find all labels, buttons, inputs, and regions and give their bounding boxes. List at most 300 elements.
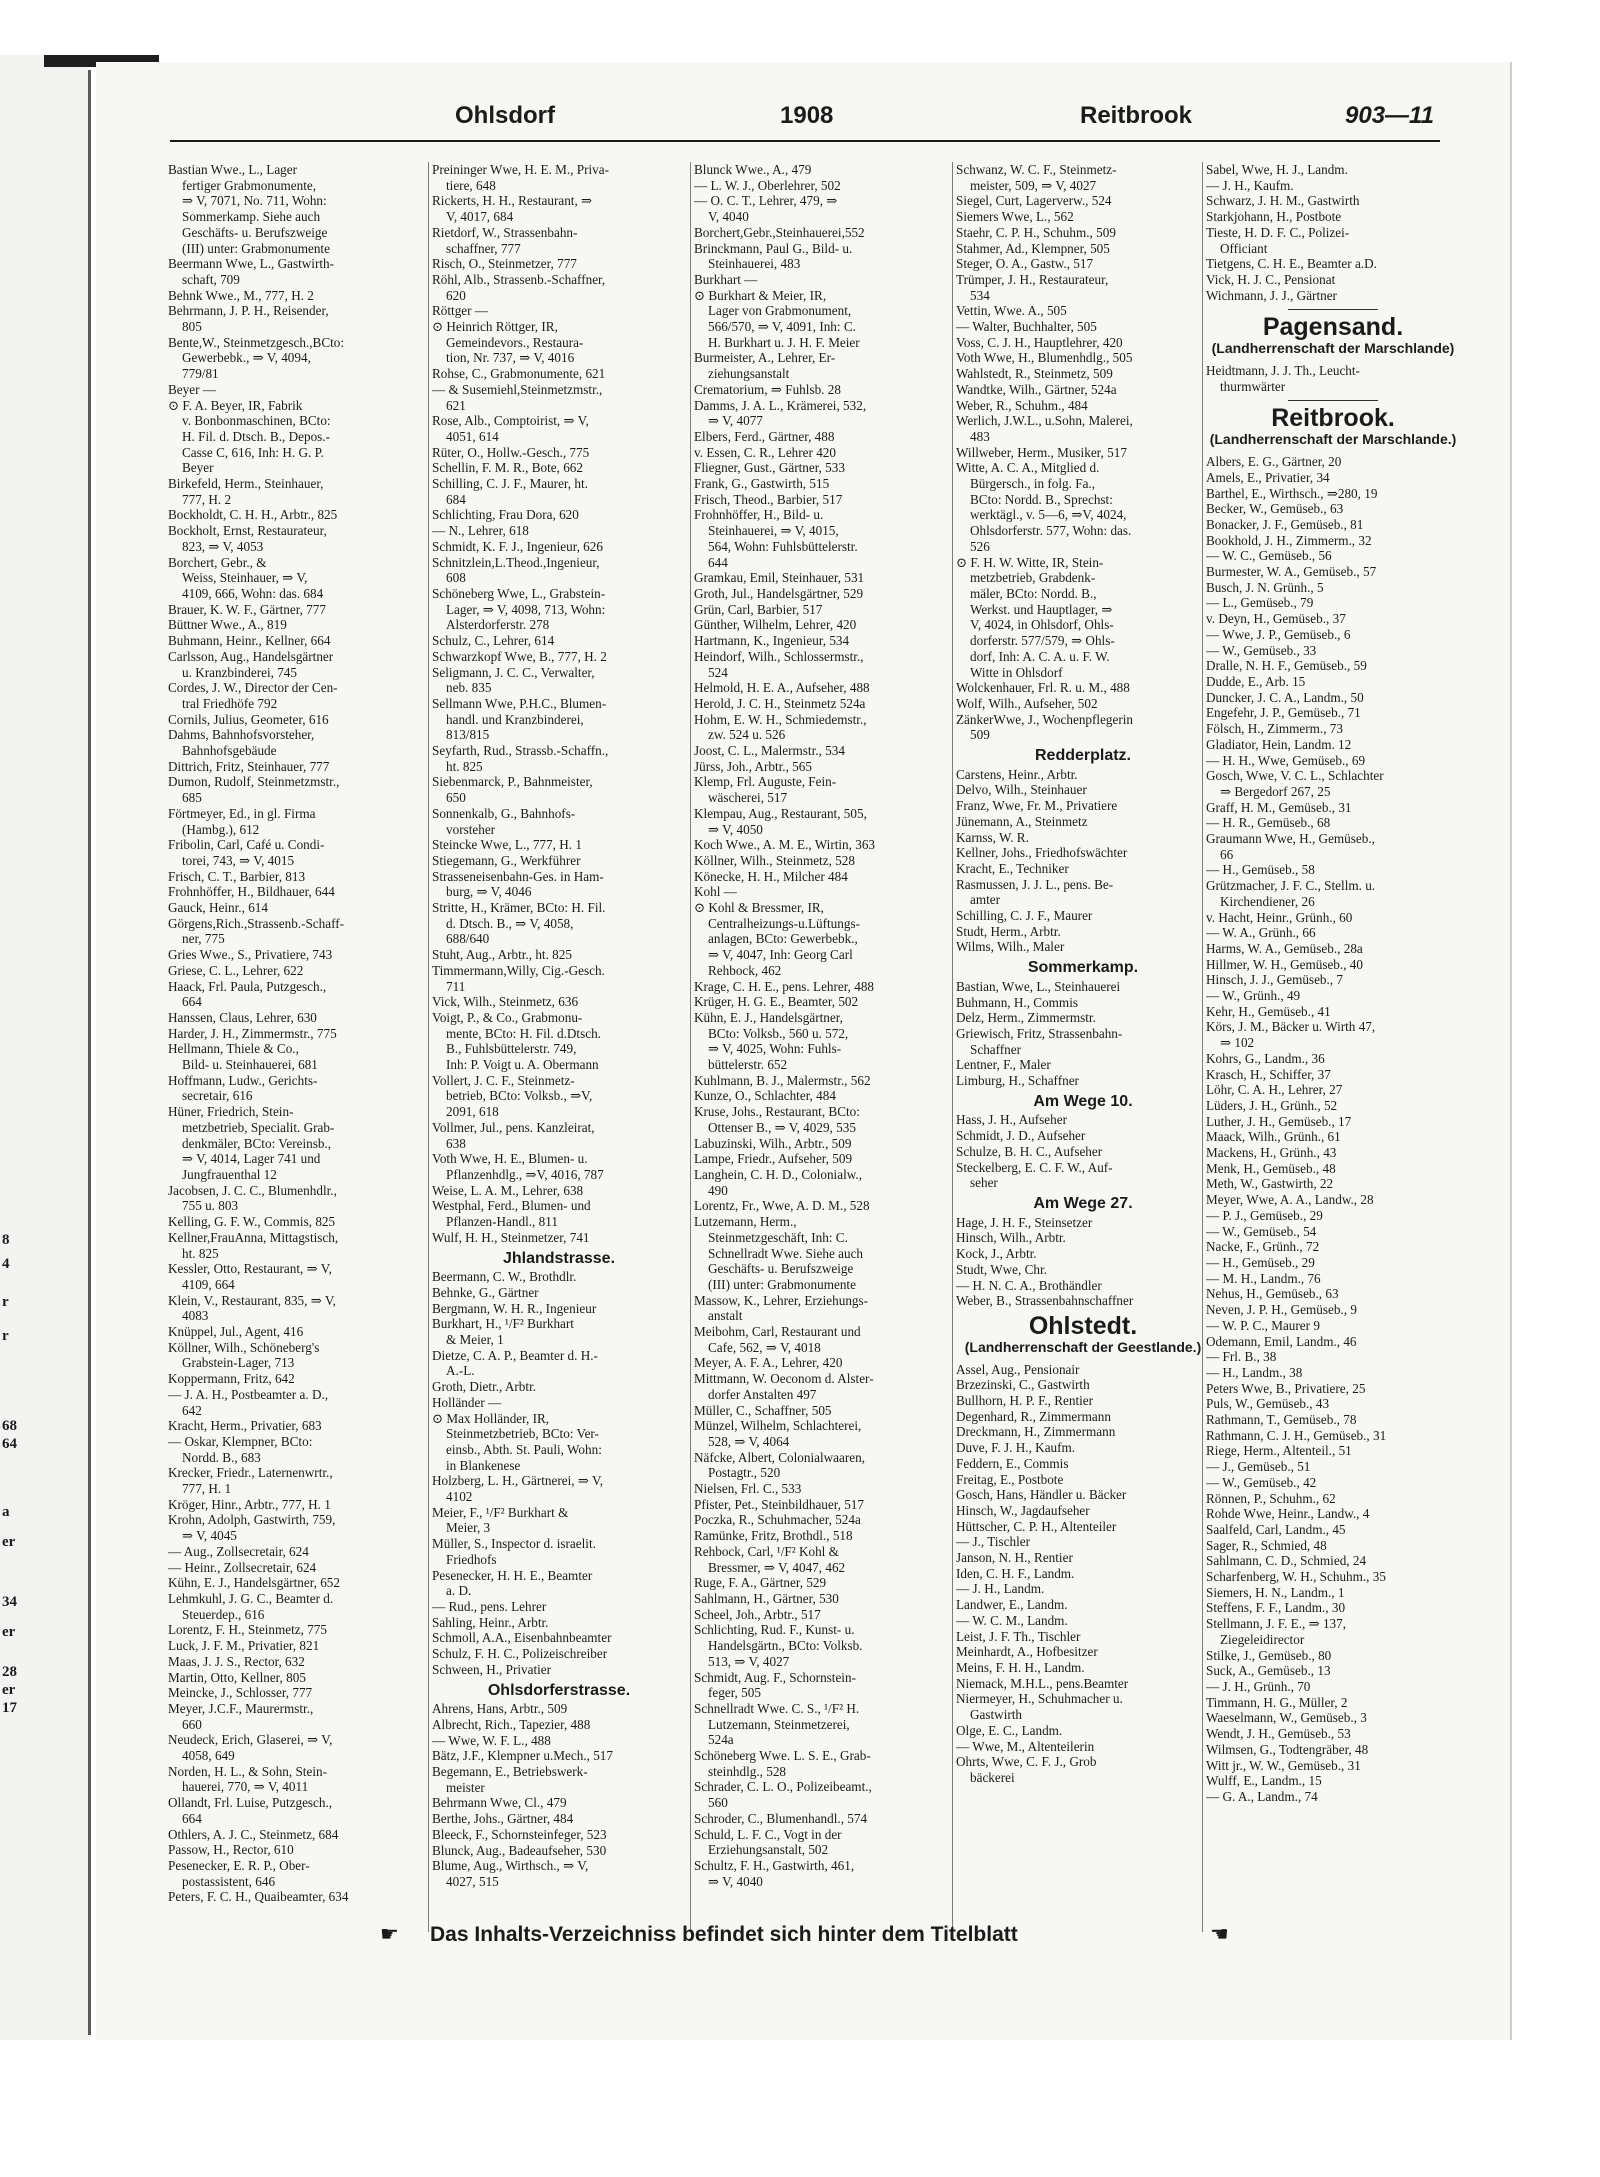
scan-binding-rule: [88, 70, 91, 2035]
directory-entry: Lorentz, Fr., Wwe, A. D. M., 528: [694, 1198, 870, 1214]
directory-entry: Delz, Herm., Zimmermstr.: [956, 1010, 1096, 1026]
margin-fragment: 8: [2, 1232, 10, 1248]
directory-entry: Nacke, F., Grünh., 72: [1206, 1239, 1320, 1255]
entry-continuation: tion, Nr. 737, ⇒ V, 4016: [446, 350, 575, 366]
directory-entry: Blunck Wwe., A., 479: [694, 162, 812, 177]
entry-continuation: metzbetrieb, Specialit. Grab-: [182, 1119, 335, 1135]
directory-entry: Harms, W. A., Gemüseb., 28a: [1206, 940, 1363, 956]
directory-entry: Müller, C., Schaffner, 505: [694, 1402, 832, 1418]
directory-entry: Schmidt, Aug. F., Schornstein-: [694, 1669, 856, 1685]
directory-entry: — H., Gemüseb., 58: [1206, 862, 1315, 878]
directory-entry: Gosch, Hans, Händler u. Bäcker: [956, 1487, 1127, 1503]
directory-entry: Groth, Dietr., Arbtr.: [432, 1379, 537, 1395]
directory-entry: Wolckenhauer, Frl. R. u. M., 488: [956, 680, 1130, 696]
entry-continuation: amter: [970, 892, 1001, 908]
entry-continuation: 4058, 649: [182, 1748, 235, 1764]
entry-continuation: 664: [182, 1810, 202, 1826]
directory-entry: Meins, F. H. H., Landm.: [956, 1659, 1085, 1675]
directory-entry: Kracht, E., Techniker: [956, 860, 1069, 876]
margin-fragment: 68: [2, 1418, 17, 1434]
directory-entry: Könecke, H. H., Milcher 484: [694, 868, 848, 884]
directory-entry: Holzberg, L. H., Gärtnerei, ⇒ V,: [432, 1473, 604, 1489]
directory-entry: Studt, Wwe, Chr.: [956, 1261, 1047, 1277]
directory-entry: ⊙ Max Holländer, IR,: [432, 1410, 550, 1426]
directory-entry: Gries Wwe., S., Privatiere, 743: [168, 947, 333, 963]
directory-entry: — L. W. J., Oberlehrer, 502: [694, 177, 841, 193]
directory-entry: Gauck, Heinr., 614: [168, 900, 268, 916]
directory-entry: v. Deyn, H., Gemüseb., 37: [1206, 611, 1346, 627]
directory-entry: Massow, K., Lehrer, Erziehungs-: [694, 1292, 869, 1308]
directory-entry: Steger, O. A., Gastw., 517: [956, 256, 1094, 272]
directory-entry: Krasch, H., Schiffer, 37: [1206, 1066, 1331, 1082]
directory-entry: Groth, Jul., Handelsgärtner, 529: [694, 585, 864, 601]
directory-entry: — W., Grünh., 49: [1206, 988, 1301, 1004]
directory-entry: Kruse, Johs., Restaurant, BCto:: [694, 1104, 860, 1120]
directory-entry: Vick, H. J. C., Pensionat: [1206, 271, 1336, 287]
directory-entry: Meth, W., Gastwirth, 22: [1206, 1176, 1334, 1192]
directory-entry: Odemann, Emil, Landm., 46: [1206, 1333, 1357, 1349]
entry-continuation: Postagtr., 520: [708, 1465, 781, 1481]
directory-entry: Rose, Alb., Comptoirist, ⇒ V,: [432, 413, 589, 429]
header-left-locality: Ohlsdorf: [455, 102, 555, 129]
entry-continuation: 711: [446, 978, 466, 994]
entry-continuation: seher: [970, 1175, 998, 1191]
directory-entry: Ahrens, Hans, Arbtr., 509: [432, 1701, 568, 1717]
directory-entry: Peters Wwe, B., Privatiere, 25: [1206, 1380, 1366, 1396]
directory-entry: — L., Gemüseb., 79: [1206, 595, 1314, 611]
entry-continuation: Lutzemann, Steinmetzerei,: [708, 1716, 850, 1732]
entry-continuation: Handelsgärtn., BCto: Volksb.: [708, 1638, 863, 1654]
entry-continuation: 650: [446, 790, 466, 806]
directory-entry: Borchert, Gebr., &: [168, 554, 267, 570]
directory-entry: — N., Lehrer, 618: [432, 523, 529, 539]
column-divider: [952, 162, 953, 1932]
directory-entry: Preininger Wwe, H. E. M., Priva-: [432, 162, 610, 177]
directory-entry: Albrecht, Rich., Tapezier, 488: [432, 1716, 591, 1732]
directory-entry: Heindorf, Wilh., Schlossermstr.,: [694, 648, 864, 664]
entry-continuation: 2091, 618: [446, 1104, 499, 1120]
directory-entry: Kühn, E. J., Handelsgärtner,: [694, 1009, 843, 1025]
entry-continuation: 644: [708, 554, 728, 570]
entry-continuation: 509: [970, 727, 990, 743]
entry-continuation: Sommerkamp. Siehe auch: [182, 209, 321, 225]
entry-continuation: schaffner, 777: [446, 240, 521, 256]
directory-entry: Ramünke, Fritz, Brothdl., 518: [694, 1528, 853, 1544]
directory-entry: Graumann Wwe, H., Gemüseb.,: [1206, 831, 1375, 847]
directory-entry: v. Essen, C. R., Lehrer 420: [694, 444, 836, 460]
directory-entry: Poczka, R., Schuhmacher, 524a: [694, 1512, 861, 1528]
directory-entry: Siegel, Curt, Lagerverw., 524: [956, 193, 1112, 209]
directory-entry: Janson, N. H., Rentier: [956, 1550, 1073, 1566]
directory-entry: Stritte, H., Krämer, BCto: H. Fil.: [432, 900, 606, 916]
directory-entry: Burmeister, A., Lehrer, Er-: [694, 350, 836, 366]
directory-entry: Behnk Wwe., M., 777, H. 2: [168, 287, 314, 303]
entry-continuation: mäler, BCto: Nordd. B.,: [970, 585, 1097, 601]
entry-continuation: Bressmer, ⇒ V, 4047, 462: [708, 1559, 846, 1575]
entry-continuation: 524a: [708, 1732, 734, 1748]
directory-entry: Meinhardt, A., Hofbesitzer: [956, 1644, 1098, 1660]
entry-continuation: 620: [446, 287, 466, 303]
directory-entry: Röhl, Alb., Strassenb.-Schaffner,: [432, 271, 606, 287]
directory-entry: Schulz, C., Lehrer, 614: [432, 633, 555, 649]
directory-entry: Dreckmann, H., Zimmermann: [956, 1424, 1116, 1440]
directory-entry: — H., Gemüseb., 29: [1206, 1255, 1315, 1270]
directory-entry: ZänkerWwe, J., Wochenpflegerin: [956, 711, 1134, 727]
directory-entry: Brzezinski, C., Gastwirth: [956, 1377, 1090, 1393]
entry-continuation: ⇒ V, 4047, Inh: Georg Carl: [708, 947, 853, 963]
directory-entry: Cordes, J. W., Director der Cen-: [168, 680, 338, 696]
directory-entry: Beermann Wwe, L., Gastwirth-: [168, 256, 335, 272]
entry-continuation: Witte in Ohlsdorf: [970, 664, 1063, 680]
margin-fragment: r: [2, 1294, 9, 1310]
directory-entry: Puls, W., Gemüseb., 43: [1206, 1396, 1330, 1412]
directory-entry: Pfister, Pet., Steinbildhauer, 517: [694, 1496, 864, 1512]
directory-entry: Harder, J. H., Zimmermstr., 775: [168, 1025, 337, 1041]
entry-continuation: Bahnhofsgebäude: [182, 743, 277, 759]
entry-continuation: Nordd. B., 683: [182, 1449, 261, 1465]
directory-entry: Riege, Herm., Altenteil., 51: [1206, 1443, 1352, 1459]
entry-continuation: V, 4024, in Ohlsdorf, Ohls-: [970, 617, 1114, 633]
directory-entry: Bergmann, W. H. R., Ingenieur: [432, 1300, 597, 1316]
directory-entry: Luther, J. H., Gemüseb., 17: [1206, 1113, 1352, 1129]
directory-entry: Schwarzkopf Wwe, B., 777, H. 2: [432, 648, 607, 664]
directory-entry: Bastian, Wwe, L., Steinhauerei: [956, 978, 1121, 994]
margin-fragment: er: [2, 1682, 16, 1698]
directory-entry: Krage, C. H. E., pens. Lehrer, 488: [694, 978, 875, 994]
entry-continuation: 805: [182, 319, 202, 335]
directory-entry: Tietgens, C. H. E., Beamter a.D.: [1206, 256, 1377, 272]
locality-subtitle: (Landherrenschaft der Marschlande.): [1209, 431, 1457, 448]
directory-entry: Wolf, Wilh., Aufseher, 502: [956, 695, 1098, 711]
directory-entry: Rickerts, H. H., Restaurant, ⇒: [432, 193, 593, 209]
directory-entry: Hinsch, Wilh., Arbtr.: [956, 1230, 1066, 1246]
directory-entry: Jürss, Joh., Arbtr., 565: [694, 758, 812, 774]
directory-entry: Studt, Herm., Arbtr.: [956, 923, 1061, 939]
directory-entry: Meyer, A. F. A., Lehrer, 420: [694, 1355, 843, 1371]
directory-entry: Brauer, K. W. F., Gärtner, 777: [168, 601, 326, 617]
entry-continuation: 4027, 515: [446, 1873, 499, 1889]
directory-entry: Hohm, E. W. H., Schmiedemstr.,: [694, 711, 867, 727]
entry-continuation: bäckerei: [970, 1769, 1015, 1785]
directory-entry: — J., Gemüseb., 51: [1206, 1459, 1311, 1475]
directory-entry: Sahlmann, H., Gärtner, 530: [694, 1590, 839, 1606]
directory-entry: Werlich, J.W.L., u.Sohn, Malerei,: [956, 413, 1133, 429]
entry-continuation: handl. und Kranzbinderei,: [446, 711, 584, 727]
entry-continuation: 621: [446, 397, 466, 413]
directory-entry: Wendt, J. H., Gemüseb., 53: [1206, 1726, 1351, 1742]
directory-entry: Schlichting, Frau Dora, 620: [432, 507, 579, 523]
directory-entry: Rietdorf, W., Strassenbahn-: [432, 224, 578, 240]
directory-entry: Behnke, G., Gärtner: [432, 1284, 539, 1300]
directory-entry: — J., Tischler: [956, 1534, 1031, 1550]
directory-entry: Neven, J. P. H., Gemüseb., 9: [1206, 1302, 1357, 1318]
directory-entry: Schlichting, Rud. F., Kunst- u.: [694, 1622, 855, 1638]
directory-entry: — J. A. H., Postbeamter a. D.,: [168, 1386, 329, 1402]
directory-entry: Delvo, Wilh., Steinhauer: [956, 782, 1087, 798]
entry-continuation: & Meier, 1: [446, 1332, 504, 1348]
directory-column-3: [694, 162, 948, 1889]
entry-continuation: feger, 505: [708, 1685, 761, 1701]
directory-entry: Kühn, E. J., Handelsgärtner, 652: [168, 1575, 340, 1591]
directory-entry: Hoffmann, Ludw., Gerichts-: [168, 1072, 318, 1088]
scan-left-margin: [0, 55, 90, 2040]
directory-entry: Voth Wwe, H., Blumenhdlg., 505: [956, 350, 1133, 366]
directory-entry: Seyfarth, Rud., Strassb.-Schaffn.,: [432, 743, 609, 759]
directory-entry: Siemers, H. N., Landm., 1: [1206, 1584, 1345, 1600]
directory-entry: Stilke, J., Gemüseb., 80: [1206, 1647, 1332, 1663]
directory-entry: — W., Gemüseb., 54: [1206, 1223, 1317, 1239]
directory-entry: Burkhart, H., ¹/F² Burkhart: [432, 1316, 574, 1332]
directory-entry: Meier, F., ¹/F² Burkhart &: [432, 1504, 569, 1520]
entry-continuation: 526: [970, 538, 990, 554]
entry-continuation: 564, Wohn: Fuhlsbüttelerstr.: [708, 538, 858, 554]
entry-continuation: thurmwärter: [1220, 378, 1286, 394]
directory-entry: Fribolin, Carl, Café u. Condi-: [168, 837, 325, 853]
entry-continuation: postassistent, 646: [182, 1873, 276, 1889]
directory-entry: Iden, C. H. F., Landm.: [956, 1565, 1075, 1581]
directory-entry: Nehus, H., Gemüseb., 63: [1206, 1286, 1339, 1302]
directory-entry: Rathmann, C. J. H., Gemüseb., 31: [1206, 1427, 1387, 1443]
directory-entry: Lehmkuhl, J. G. C., Beamter d.: [168, 1590, 334, 1606]
directory-entry: Behrmann Wwe, Cl., 479: [432, 1795, 567, 1811]
directory-entry: Buhmann, Heinr., Kellner, 664: [168, 633, 331, 649]
directory-entry: — W. C. M., Landm.: [956, 1612, 1068, 1628]
directory-entry: Rohde Wwe, Heinr., Landw., 4: [1206, 1506, 1370, 1522]
directory-entry: Rehbock, Carl, ¹/F² Kohl &: [694, 1543, 839, 1559]
entry-continuation: B., Fuhlsbüttelerstr. 749,: [446, 1041, 577, 1057]
directory-entry: Rasmussen, J. J. L., pens. Be-: [956, 876, 1114, 892]
entry-continuation: 4109, 664: [182, 1276, 235, 1292]
directory-entry: — Wwe, M., Altenteilerin: [956, 1738, 1095, 1754]
directory-entry: Hüner, Friedrich, Stein-: [168, 1104, 294, 1120]
directory-entry: Bleeck, F., Schornsteinfeger, 523: [432, 1826, 607, 1842]
entry-continuation: werktägl., v. 5—6, ⇒V, 4024,: [970, 507, 1127, 523]
entry-continuation: v. Bonbonmaschinen, BCto:: [182, 413, 331, 429]
directory-entry: Gladiator, Hein, Landm. 12: [1206, 736, 1352, 752]
directory-entry: Gramkau, Emil, Steinhauer, 531: [694, 570, 865, 586]
directory-entry: Olge, E. C., Landm.: [956, 1722, 1063, 1738]
directory-entry: v. Hacht, Heinr., Grünh., 60: [1206, 909, 1353, 925]
directory-entry: Ollandt, Frl. Luise, Putzgesch.,: [168, 1795, 333, 1811]
locality-title: Ohlstedt.: [1028, 1311, 1138, 1340]
directory-entry: Hillmer, W. H., Gemüseb., 40: [1206, 956, 1363, 972]
directory-entry: Beermann, C. W., Brothdlr.: [432, 1269, 577, 1285]
entry-continuation: BCto: Nordd. B., Sprechst:: [970, 491, 1113, 507]
entry-continuation: Gewerbebk., ⇒ V, 4094,: [182, 350, 311, 366]
directory-entry: Kock, J., Arbtr.: [956, 1246, 1037, 1262]
entry-continuation: Schnellradt Wwe. Siehe auch: [708, 1245, 864, 1261]
margin-fragment: 34: [2, 1594, 17, 1610]
margin-fragment: r: [2, 1328, 9, 1344]
entry-continuation: Erziehungsanstalt, 502: [708, 1842, 829, 1858]
directory-entry: Peters, F. C. H., Quaibeamter, 634: [168, 1889, 349, 1905]
directory-entry: Helmold, H. E. A., Aufseher, 488: [694, 680, 870, 696]
entry-continuation: secretair, 616: [182, 1088, 253, 1104]
directory-entry: Hass, J. H., Aufseher: [956, 1112, 1067, 1128]
directory-entry: Becker, W., Gemüseb., 63: [1206, 501, 1344, 517]
directory-entry: Hellmann, Thiele & Co.,: [168, 1041, 299, 1057]
directory-entry: Steincke Wwe, L., 777, H. 1: [432, 837, 582, 853]
directory-entry: Röttger —: [432, 303, 489, 319]
directory-entry: Blume, Aug., Wirthsch., ⇒ V,: [432, 1858, 589, 1874]
directory-entry: Lampe, Friedr., Aufseher, 509: [694, 1151, 853, 1167]
directory-entry: Grützmacher, J. F. C., Stellm. u.: [1206, 878, 1376, 894]
directory-entry: Schmidt, J. D., Aufseher: [956, 1128, 1086, 1144]
directory-entry: Timmann, H. G., Müller, 2: [1206, 1694, 1348, 1710]
directory-entry: Löhr, C. A. H., Lehrer, 27: [1206, 1082, 1343, 1098]
directory-entry: Carstens, Heinr., Arbtr.: [956, 766, 1078, 782]
entry-continuation: 685: [182, 790, 202, 806]
directory-column-5: [1206, 162, 1460, 1805]
locality-subtitle: (Landherrenschaft der Geestlande.): [964, 1338, 1202, 1355]
directory-entry: Assel, Aug., Pensionair: [956, 1361, 1080, 1377]
directory-entry: Kohrs, G., Landm., 36: [1206, 1050, 1325, 1066]
entry-continuation: Meier, 3: [446, 1520, 491, 1536]
directory-entry: — Wwe, W. F. L., 488: [432, 1732, 551, 1748]
entry-continuation: 777, H. 1: [182, 1481, 232, 1497]
entry-continuation: mente, BCto: H. Fil. d.Dtsch.: [446, 1025, 601, 1041]
directory-entry: Niermeyer, H., Schuhmacher u.: [956, 1691, 1123, 1707]
directory-entry: Kracht, Herm., Privatier, 683: [168, 1418, 322, 1434]
entry-continuation: torei, 743, ⇒ V, 4015: [182, 852, 295, 868]
entry-continuation: H. Burkhart u. J. H. F. Meier: [708, 334, 860, 350]
locality-subtitle: (Landherrenschaft der Marschlande): [1211, 340, 1455, 357]
directory-entry: Engefehr, J. P., Gemüseb., 71: [1206, 705, 1361, 721]
directory-entry: Staehr, C. P. H., Schuhm., 509: [956, 224, 1116, 240]
directory-entry: Sabel, Wwe, H. J., Landm.: [1206, 162, 1348, 177]
entry-continuation: Ohlsdorferstr. 577, Wohn: das.: [970, 523, 1132, 539]
directory-entry: Schulze, B. H. C., Aufseher: [956, 1143, 1103, 1159]
directory-entry: Willweber, Herm., Musiker, 517: [956, 444, 1127, 460]
entry-continuation: 777, H. 2: [182, 491, 232, 507]
section-separator: [1288, 400, 1378, 401]
directory-entry: Burkhart —: [694, 271, 758, 287]
directory-entry: Limburg, H., Schaffner: [956, 1073, 1079, 1089]
locality-title: Pagensand.: [1262, 313, 1404, 342]
directory-entry: Köllner, Wilh., Schöneberg's: [168, 1339, 320, 1355]
entry-continuation: Kirchendiener, 26: [1220, 893, 1315, 909]
margin-fragment: a: [2, 1504, 10, 1520]
directory-entry: Bätz, J.F., Klempner u.Mech., 517: [432, 1748, 613, 1764]
directory-entry: Stahmer, Ad., Klempner, 505: [956, 240, 1110, 256]
directory-entry: Schuld, L. F. C., Vogt in der: [694, 1826, 842, 1842]
entry-continuation: 524: [708, 664, 728, 680]
directory-entry: Niemack, M.H.L., pens.Beamter: [956, 1675, 1129, 1691]
entry-continuation: (Hambg.), 612: [182, 821, 260, 837]
entry-continuation: ht. 825: [446, 758, 483, 774]
entry-continuation: ⇒ V, 4040: [708, 1873, 763, 1889]
entry-continuation: dorf, Inh: A. C. A. u. F. W.: [970, 648, 1110, 664]
directory-entry: Krecker, Friedr., Laternenwrtr.,: [168, 1465, 333, 1481]
entry-continuation: burg, ⇒ V, 4046: [446, 884, 532, 900]
directory-entry: Bente,W., Steinmetzgesch.,BCto:: [168, 334, 345, 350]
directory-entry: Hanssen, Claus, Lehrer, 630: [168, 1009, 317, 1025]
directory-entry: Mackens, H., Grünh., 43: [1206, 1145, 1337, 1161]
directory-entry: Lutzemann, Herm.,: [694, 1214, 797, 1230]
entry-continuation: ⇒ V, 7071, No. 711, Wohn:: [182, 193, 327, 209]
entry-continuation: Ottenser B., ⇒ V, 4029, 535: [708, 1119, 856, 1135]
directory-entry: Hage, J. H. F., Steinsetzer: [956, 1214, 1093, 1230]
directory-entry: Neudeck, Erich, Glaserei, ⇒ V,: [168, 1732, 333, 1748]
entry-continuation: ⇒ V, 4025, Wohn: Fuhls-: [708, 1041, 842, 1057]
entry-continuation: ⇒ V, 4014, Lager 741 und: [182, 1151, 321, 1167]
directory-entry: Borchert,Gebr.,Steinhauerei,552: [694, 224, 865, 240]
directory-entry: Griewisch, Fritz, Strassenbahn-: [956, 1025, 1123, 1041]
entry-continuation: u. Kranzbinderei, 745: [182, 664, 297, 680]
entry-continuation: fertiger Grabmonumente,: [182, 177, 317, 193]
directory-entry: Büttner Wwe., A., 819: [168, 617, 287, 633]
entry-continuation: V, 4017, 684: [446, 209, 514, 225]
directory-entry: Menk, H., Gemüseb., 48: [1206, 1160, 1336, 1176]
directory-entry: Görgens,Rich.,Strassenb.-Schaff-: [168, 915, 345, 931]
directory-entry: Bockholt, Ernst, Restaurateur,: [168, 523, 327, 539]
directory-entry: Krohn, Adolph, Gastwirth, 759,: [168, 1512, 336, 1528]
directory-entry: Näfcke, Albert, Colonialwaaren,: [694, 1449, 866, 1465]
footer-text: Das Inhalts-Verzeichniss befindet sich hinter dem Titelblatt: [430, 1923, 1018, 1946]
directory-entry: Schellin, F. M. R., Bote, 662: [432, 460, 583, 476]
directory-entry: Blunck, Aug., Badeaufseher, 530: [432, 1842, 607, 1858]
entry-continuation: Gemeindevors., Restaura-: [446, 334, 584, 350]
directory-entry: Schultz, F. H., Gastwirth, 461,: [694, 1857, 855, 1873]
street-heading: Jhlandstrasse.: [502, 1249, 616, 1267]
directory-entry: Lentner, F., Maler: [956, 1057, 1051, 1073]
entry-continuation: Beyer: [182, 460, 214, 476]
directory-entry: Pesenecker, E. R. P., Ober-: [168, 1857, 310, 1873]
directory-entry: — W. P. C., Maurer 9: [1206, 1317, 1320, 1333]
entry-continuation: Steinmetzbetrieb, BCto: Ver-: [446, 1426, 599, 1442]
directory-entry: Kröger, Hinr., Arbtr., 777, H. 1: [168, 1496, 331, 1512]
entry-continuation: dorfer Anstalten 497: [708, 1386, 817, 1402]
directory-entry: Weber, B., Strassenbahnschaffner: [956, 1293, 1134, 1309]
directory-entry: Gosch, Wwe, V. C. L., Schlachter: [1206, 768, 1384, 784]
directory-entry: Wulff, E., Landm., 15: [1206, 1773, 1322, 1789]
directory-entry: — J. H., Grünh., 70: [1206, 1678, 1311, 1694]
entry-continuation: Gastwirth: [970, 1707, 1023, 1723]
directory-entry: Vollmer, Jul., pens. Kanzleirat,: [432, 1119, 595, 1135]
directory-entry: Sager, R., Schmied, 48: [1206, 1537, 1327, 1553]
directory-entry: — & Susemiehl,Steinmetzmstr.,: [432, 381, 603, 397]
directory-entry: Strasseneisenbahn-Ges. in Ham-: [432, 868, 604, 884]
entry-continuation: einsb., Abth. St. Pauli, Wohn:: [446, 1441, 602, 1457]
directory-entry: Wilmsen, G., Todtengräber, 48: [1206, 1741, 1369, 1757]
directory-entry: — H., Landm., 38: [1206, 1364, 1303, 1380]
entry-continuation: Officiant: [1220, 240, 1268, 256]
entry-continuation: Rehbock, 462: [708, 962, 782, 978]
directory-entry: Meyer, J.C.F., Maurermstr.,: [168, 1700, 314, 1716]
directory-entry: Schulz, F. H. C., Polizeischreiber: [432, 1646, 608, 1662]
directory-entry: Ohrts, Wwe, C. F. J., Grob: [956, 1754, 1097, 1770]
directory-entry: Kunze, O., Schlachter, 484: [694, 1088, 836, 1104]
directory-entry: Jünemann, A., Steinmetz: [956, 813, 1088, 829]
entry-continuation: ⇒ V, 4077: [708, 413, 763, 429]
directory-entry: Koppermann, Fritz, 642: [168, 1371, 295, 1387]
directory-entry: Witte, A. C. A., Mitglied d.: [956, 460, 1100, 476]
directory-entry: Krüger, H. G. E., Beamter, 502: [694, 994, 859, 1010]
entry-continuation: ner, 775: [182, 931, 225, 947]
page-header: [345, 102, 1435, 142]
directory-entry: ⊙ F. A. Beyer, IR, Fabrik: [168, 397, 303, 413]
directory-entry: Kellner,FrauAnna, Mittagstisch,: [168, 1229, 339, 1245]
directory-entry: Schöneberg Wwe. L. S. E., Grab-: [694, 1748, 871, 1764]
directory-entry: Maack, Wilh., Grünh., 61: [1206, 1129, 1341, 1145]
directory-entry: Kellner, Johs., Friedhofswächter: [956, 845, 1128, 861]
directory-entry: Hartmann, K., Ingenieur, 534: [694, 633, 850, 649]
entry-continuation: anlagen, BCto: Gewerbebk.,: [708, 931, 858, 947]
entry-continuation: 684: [446, 491, 466, 507]
directory-entry: Wandtke, Wilh., Gärtner, 524a: [956, 381, 1117, 397]
directory-entry: Bastian Wwe., L., Lager: [168, 162, 298, 177]
directory-entry: Birkefeld, Herm., Steinhauer,: [168, 476, 324, 492]
